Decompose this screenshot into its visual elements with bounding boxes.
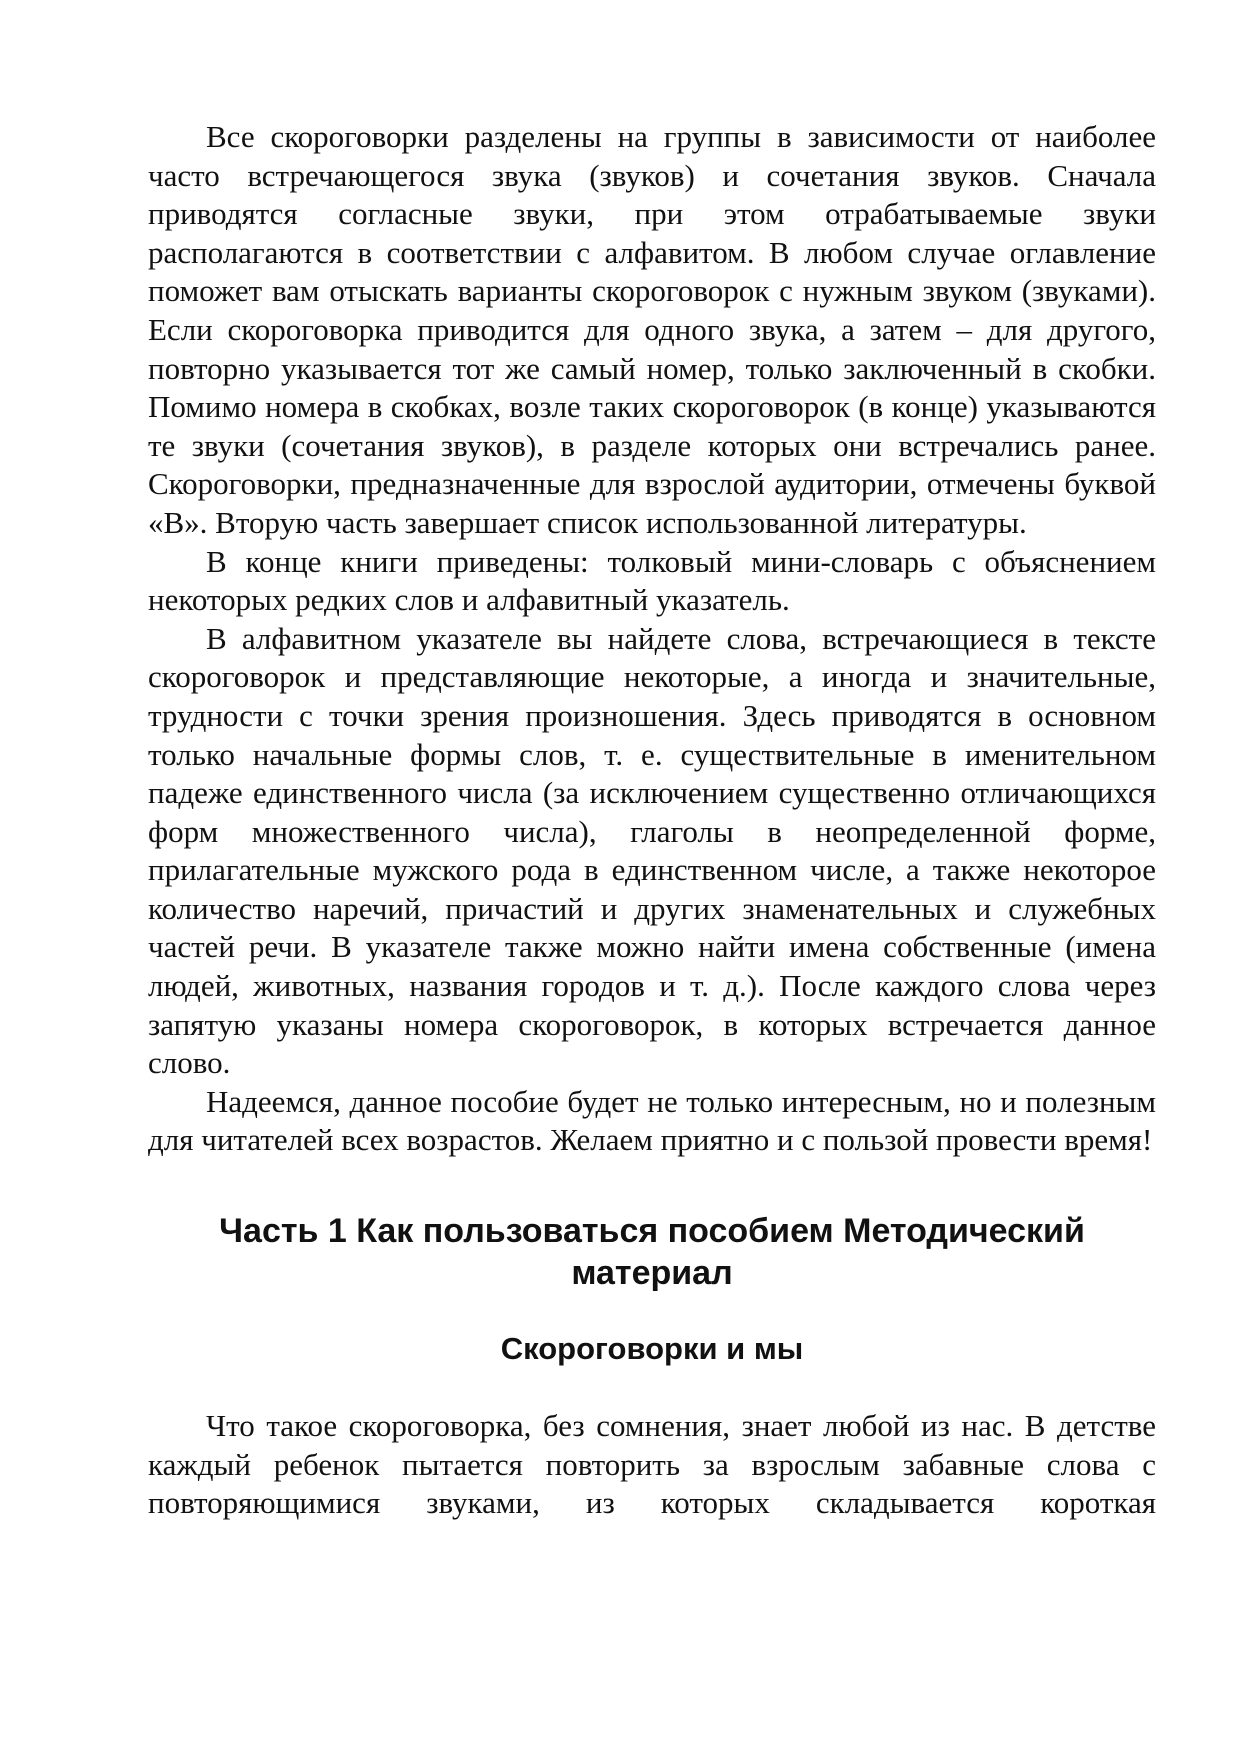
part-heading: Часть 1 Как пользоваться пособием Методический материал xyxy=(219,1212,1085,1293)
paragraph-closing-wishes: Надеемся, данное пособие будет не только интересным, но и полезным для читателей всех возрастов. Желаем приятно и с пользой провести время! xyxy=(148,1083,1156,1158)
document-page xyxy=(148,118,1156,1523)
paragraph-book-end-contents: В конце книги приведены: толковый мини-словарь с объяснением некоторых редких слов и алфавитный указатель. xyxy=(148,543,1156,618)
section-heading: Скороговорки и мы xyxy=(500,1331,804,1367)
paragraph-what-is-tongue-twister: Что такое скороговорка, без сомнения, знает любой из нас. В детстве каждый ребенок пытается повторить за взрослым забавные слова с повторяющимися звуками, из которых складывается короткая xyxy=(148,1408,1156,1521)
paragraph-groups-description: Все скороговорки разделены на группы в зависимости от наиболее часто встречающегося звука (звуков) и сочетания звуков. Сначала приводятся согласные звуки, при этом отрабатываемые звуки располагаются в соответствии с алфавитом. В любом случае оглавление поможет вам отыскать варианты скороговорок с нужным звуком (звуками). Если скороговорка приводится для одного звука, а затем – для другого, повторно указывается тот же самый номер, только заключенный в скобки. Помимо номера в скобках, возле таких скороговорок (в конце) указываются те звуки (сочетания звуков), в разделе которых они встречались ранее. Скороговорки, предназначенные для взрослой аудитории, отмечены буквой «В». Вторую часть завершает список использованной литературы. xyxy=(148,119,1156,540)
paragraph-alphabetical-index: В алфавитном указателе вы найдете слова, встречающиеся в тексте скороговорок и представляющие некоторые, а иногда и значительные, трудности с точки зрения произношения. Здесь приводятся в основном только начальные формы слов, т. е. существительные в именительном падеже единственного числа (за исключением существенно отличающихся форм множественного числа), глаголы в неопределенной форме, прилагательные мужского рода в единственном числе, а также некоторое количество наречий, причастий и других знаменательных и служебных частей речи. В указателе также можно найти имена собственные (имена людей, животных, названия городов и т. д.). После каждого слова через запятую указаны номера скороговорок, в которых встречается данное слово. xyxy=(148,620,1156,1081)
